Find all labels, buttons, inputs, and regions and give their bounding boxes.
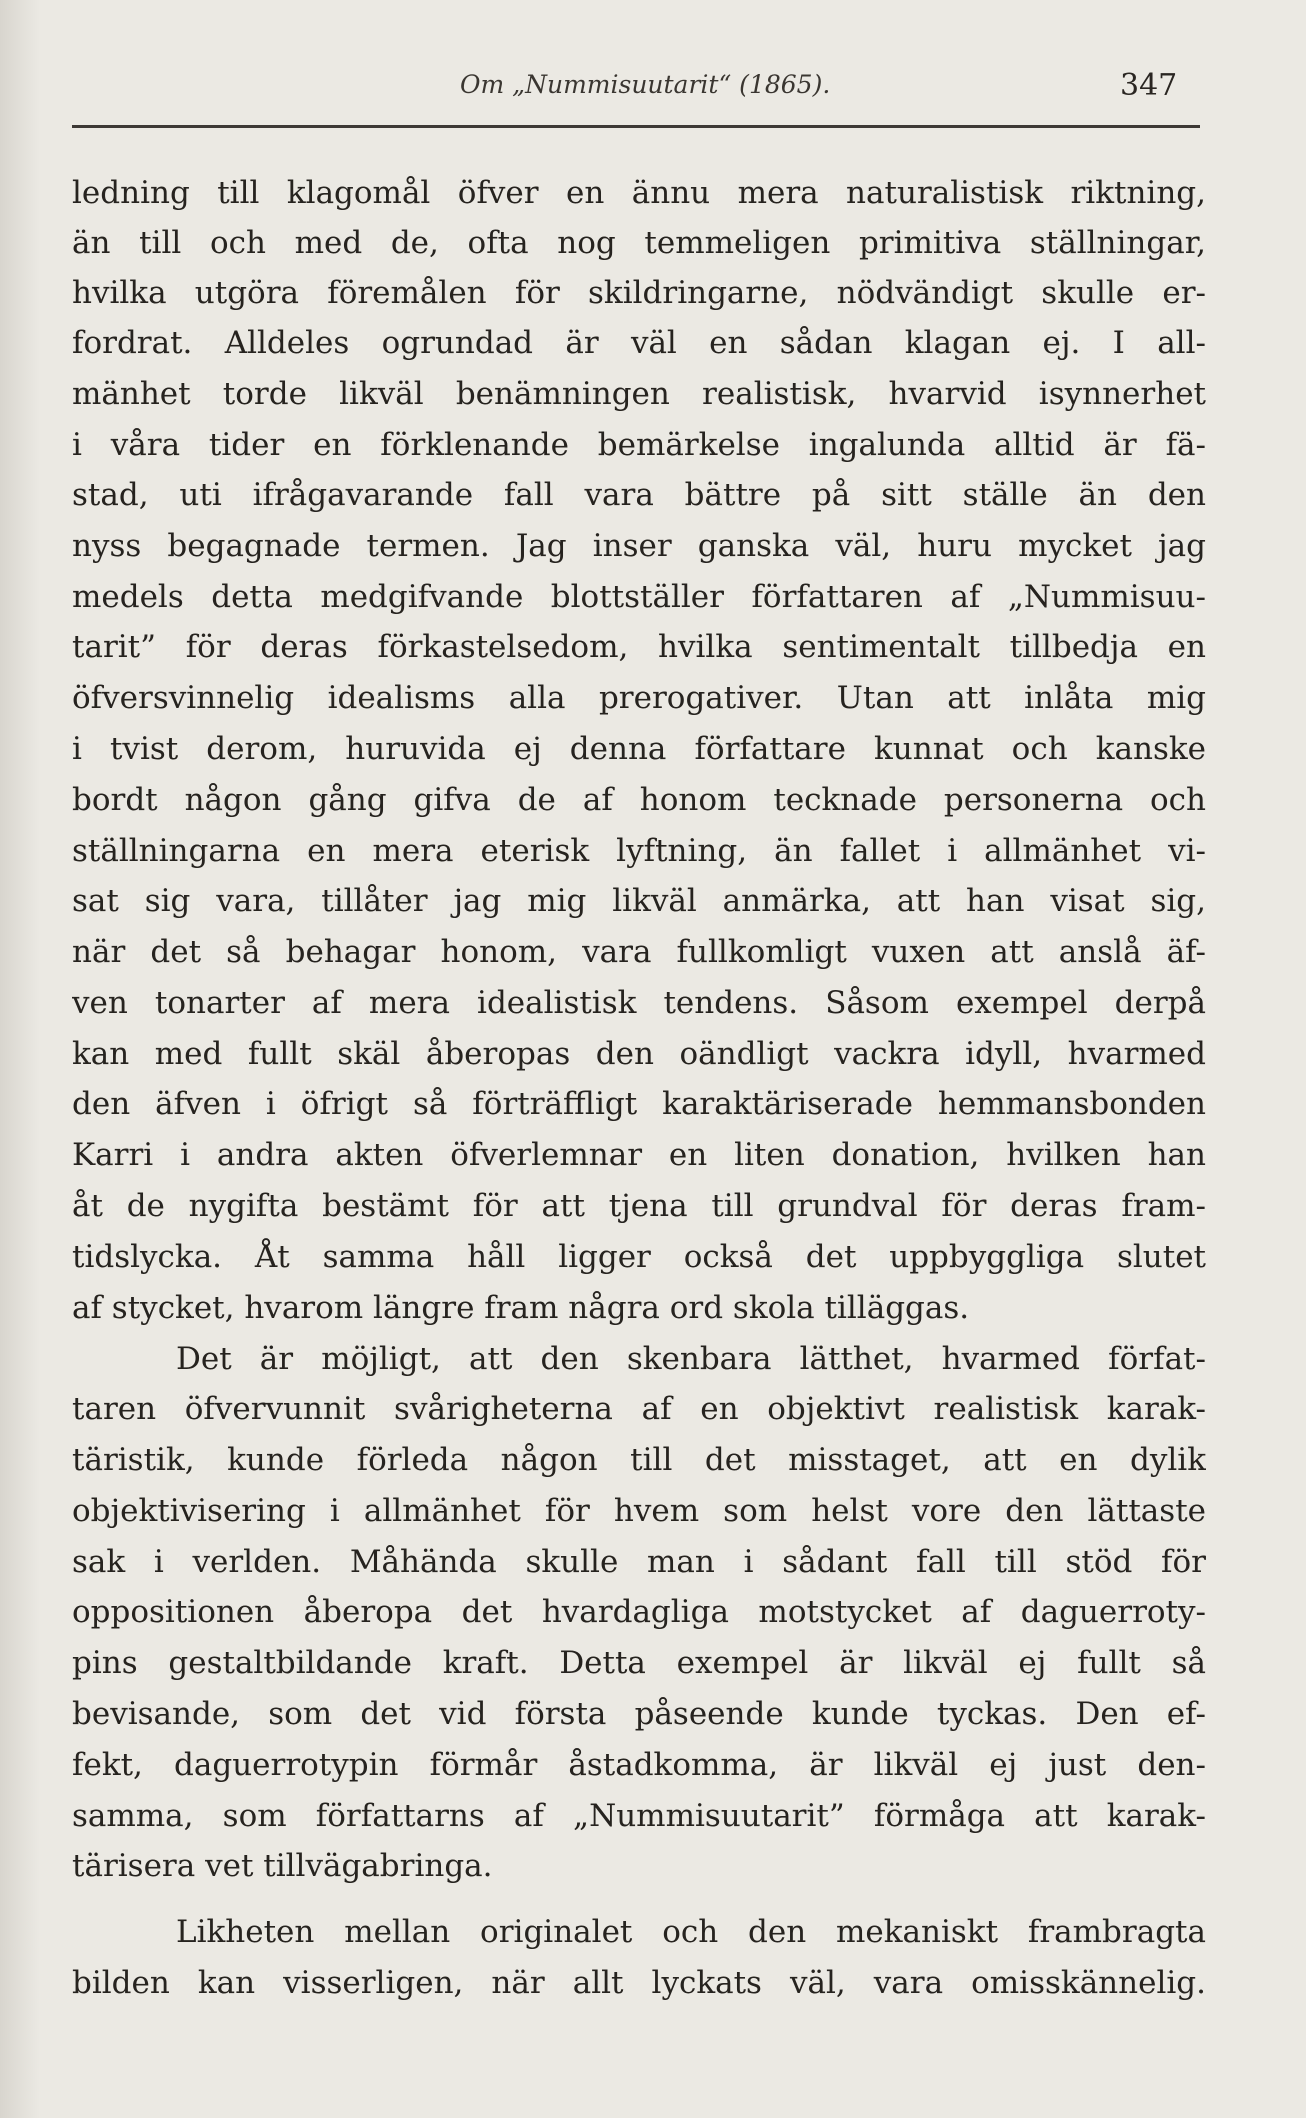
text-line: än till och med de, ofta nog temmeligen primitiva ställningar, (72, 225, 1206, 261)
text-line: täristik, kunde förleda någon till det misstaget, att en dylik (72, 1442, 1206, 1478)
text-line: fekt, daguerrotypin förmår åstadkomma, är likväl ej just den- (72, 1747, 1206, 1783)
text-line: sat sig vara, tillåter jag mig likväl anmärka, att han visat sig, (72, 883, 1206, 919)
text-line: i tvist derom, huruvida ej denna författare kunnat och kanske (72, 731, 1206, 767)
text-line: hvilka utgöra föremålen för skildringarne, nödvändigt skulle er- (72, 275, 1206, 311)
text-line: bilden kan visserligen, när allt lyckats väl, vara omisskännelig. (72, 1965, 1206, 2001)
text-line: oppositionen åberopa det hvardagliga motstycket af daguerroty- (72, 1594, 1206, 1630)
text-line: pins gestaltbildande kraft. Detta exempel är likväl ej fullt så (72, 1645, 1206, 1681)
text-line: i våra tider en förklenande bemärkelse ingalunda alltid är fä- (72, 427, 1206, 463)
text-line: när det så behagar honom, vara fullkomligt vuxen att anslå äf- (72, 934, 1206, 970)
text-line: medels detta medgifvande blottställer författaren af „Nummisuu- (72, 579, 1206, 615)
text-line: Karri i andra akten öfverlemnar en liten donation, hvilken han (72, 1137, 1206, 1173)
text-line: samma, som författarns af „Nummisuutarit” förmåga att karak- (72, 1798, 1206, 1834)
text-line: kan med fullt skäl åberopas den oändligt vackra idyll, hvarmed (72, 1036, 1206, 1072)
text-line: tarit” för deras förkastelsedom, hvilka sentimentalt tillbedja en (72, 629, 1206, 665)
text-line: nyss begagnade termen. Jag inser ganska väl, huru mycket jag (72, 528, 1206, 564)
text-line: den äfven i öfrigt så förträffligt karaktäriserade hemmansbonden (72, 1086, 1206, 1122)
text-line: af stycket, hvarom längre fram några ord skola tilläggas. (72, 1290, 970, 1326)
text-line: bevisande, som det vid första påseende kunde tyckas. Den ef- (72, 1696, 1206, 1732)
text-line: Det är möjligt, att den skenbara lätthet, hvarmed förfat- (176, 1341, 1206, 1377)
text-line: objektivisering i allmänhet för hvem som helst vore den lättaste (72, 1493, 1206, 1529)
text-line: mänhet torde likväl benämningen realistisk, hvarvid isynnerhet (72, 376, 1206, 412)
text-line: tidslycka. Åt samma håll ligger också det uppbyggliga slutet (72, 1239, 1206, 1275)
text-line: sak i verlden. Måhända skulle man i sådant fall till stöd för (72, 1544, 1206, 1580)
running-title: Om „Nummisuutarit“ (1865). (460, 70, 831, 99)
text-line: bordt någon gång gifva de af honom tecknade personerna och (72, 782, 1206, 818)
text-line: ven tonarter af mera idealistisk tendens. Såsom exempel derpå (72, 985, 1206, 1021)
text-line: åt de nygifta bestämt för att tjena till grundval för deras fram- (72, 1188, 1206, 1224)
text-line: ledning till klagomål öfver en ännu mera naturalistisk riktning, (72, 175, 1206, 211)
text-line: Likheten mellan originalet och den mekaniskt frambragta (176, 1914, 1206, 1950)
text-line: fordrat. Alldeles ogrundad är väl en sådan klagan ej. I all- (72, 325, 1206, 361)
text-line: tärisera vet tillvägabringa. (72, 1848, 493, 1884)
header-rule (72, 125, 1200, 128)
text-line: stad, uti ifrågavarande fall vara bättre på sitt ställe än den (72, 477, 1206, 513)
page-number: 347 (1120, 68, 1178, 103)
text-line: öfversvinnelig idealisms alla prerogativer. Utan att inlåta mig (72, 680, 1206, 716)
text-line: ställningarna en mera eterisk lyftning, än fallet i allmänhet vi- (72, 833, 1206, 869)
text-line: taren öfvervunnit svårigheterna af en objektivt realistisk karak- (72, 1391, 1206, 1427)
page-gutter-shadow (0, 0, 40, 2118)
